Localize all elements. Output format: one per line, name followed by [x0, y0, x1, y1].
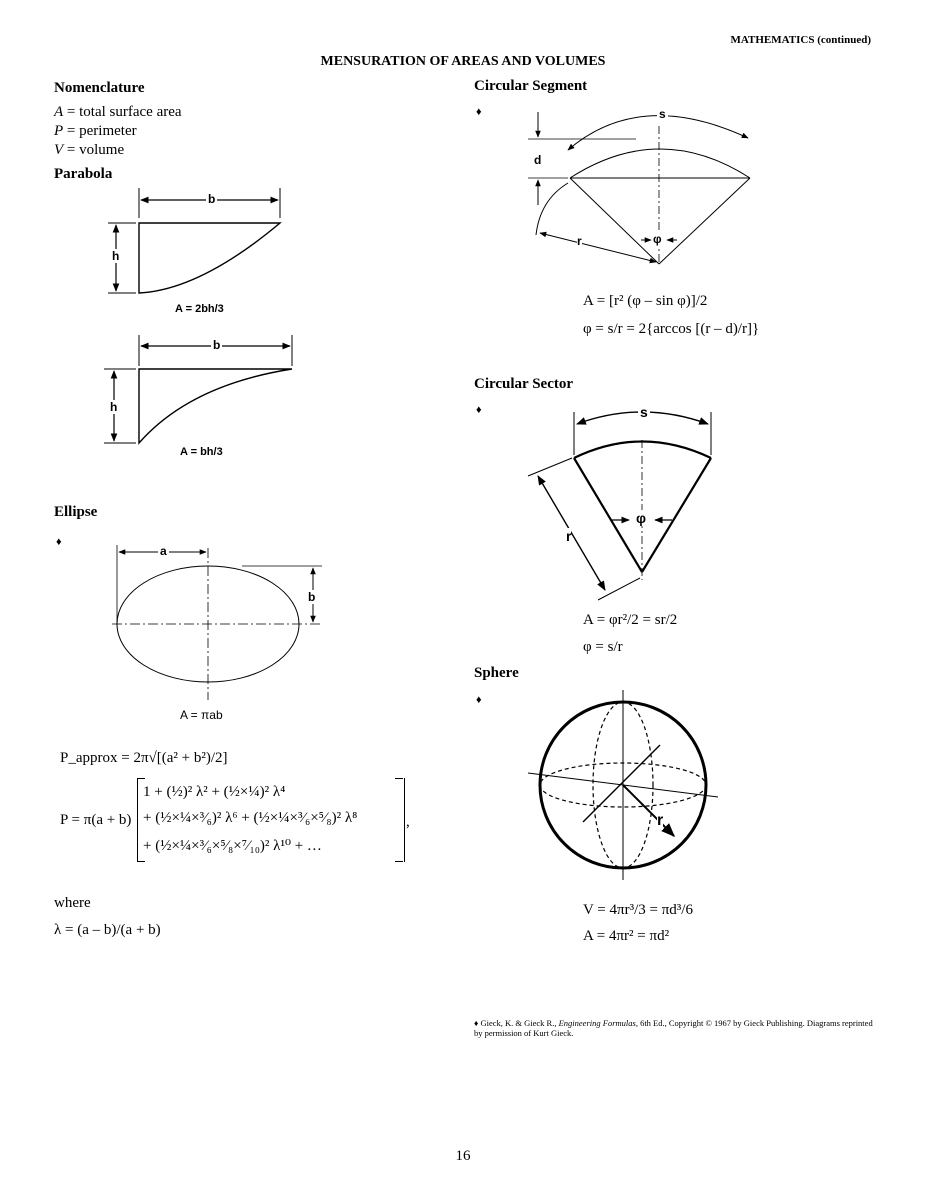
lambda-definition: λ = (a – b)/(a + b) [54, 922, 161, 938]
sphere-r-label: r [657, 812, 664, 829]
ellipse-caption: A = πab [180, 708, 223, 722]
circular-segment-diagram [528, 112, 750, 264]
ellipse-p-prefix: P = π(a + b) [60, 812, 132, 828]
sector-r-label: r [566, 528, 572, 544]
ellipse-a-label: a [160, 544, 167, 558]
sphere-area-equation: A = 4πr² = πd² [583, 928, 670, 944]
sector-s-label: s [640, 404, 648, 420]
sphere-heading: Sphere [474, 665, 519, 681]
ellipse-p-comma: , [406, 814, 410, 830]
nomenclature-item: A = total surface area [54, 104, 182, 120]
running-header: MATHEMATICS (continued) [730, 34, 871, 46]
nomenclature-heading: Nomenclature [54, 80, 145, 96]
sector-phi-label: φ [636, 510, 647, 526]
page-number: 16 [455, 1148, 471, 1164]
parabola2-b-label: b [213, 338, 221, 352]
ellipse-p-series-line-1: 1 + (½)² λ² + (½×¼)² λ⁴ [143, 784, 286, 800]
segment-area-equation: A = [r² (φ – sin φ)]/2 [583, 293, 708, 309]
sector-source-marker: ♦ [476, 404, 482, 416]
circular-sector-diagram [528, 412, 711, 600]
parabola-diagram-1 [108, 188, 280, 293]
sphere-volume-equation: V = 4πr³/3 = πd³/6 [583, 902, 693, 918]
ellipse-p-series-line-3: + (½×¼×³⁄₆×⁵⁄₈×⁷⁄₁₀)² λ¹⁰ + … [143, 838, 322, 854]
bracket-tick [137, 861, 145, 862]
segment-d-label: d [534, 153, 542, 167]
ellipse-diagram [112, 545, 322, 700]
parabola-heading: Parabola [54, 166, 113, 182]
bracket-tick [137, 778, 145, 779]
circular-sector-heading: Circular Sector [474, 376, 574, 392]
segment-source-marker: ♦ [476, 106, 482, 118]
ellipse-b-label: b [308, 590, 316, 604]
bracket-tick [395, 861, 403, 862]
parabola1-b-label: b [208, 192, 216, 206]
circular-segment-heading: Circular Segment [474, 78, 588, 94]
parabola1-caption: A = 2bh/3 [175, 303, 224, 315]
segment-phi-equation: φ = s/r = 2{arccos [(r – d)/r]} [583, 321, 760, 337]
ellipse-source-marker: ♦ [56, 536, 62, 548]
sector-phi-equation: φ = s/r [583, 639, 623, 655]
sphere-source-marker: ♦ [476, 694, 482, 706]
segment-s-label: s [659, 107, 666, 121]
parabola2-caption: A = bh/3 [180, 446, 223, 458]
where-label: where [54, 895, 91, 911]
ellipse-heading: Ellipse [54, 504, 98, 520]
nomenclature-item: V = volume [54, 142, 125, 158]
sector-area-equation: A = φr²/2 = sr/2 [583, 612, 678, 628]
footnote: ♦ Gieck, K. & Gieck R., Engineering Formulas, 6th Ed., Copyright © 1967 by Gieck Publishing. Diagrams reprinted by permission of Kurt Gieck. [474, 1018, 873, 1038]
page-title: MENSURATION OF AREAS AND VOLUMES [320, 54, 606, 69]
segment-r-label: r [577, 234, 582, 248]
parabola1-h-label: h [112, 249, 120, 263]
ellipse-p-series-line-2: + (½×¼×³⁄₆)² λ⁶ + (½×¼×³⁄₆×⁵⁄₈)² λ⁸ [143, 810, 358, 826]
nomenclature-item: P = perimeter [54, 123, 137, 139]
parabola2-h-label: h [110, 400, 118, 414]
ellipse-p-approx: P_approx = 2π√[(a² + b²)/2] [60, 750, 228, 766]
segment-phi-label: φ [653, 232, 662, 246]
parabola-diagram-2 [104, 335, 292, 443]
bracket-tick [395, 778, 403, 779]
sphere-diagram [528, 690, 718, 880]
